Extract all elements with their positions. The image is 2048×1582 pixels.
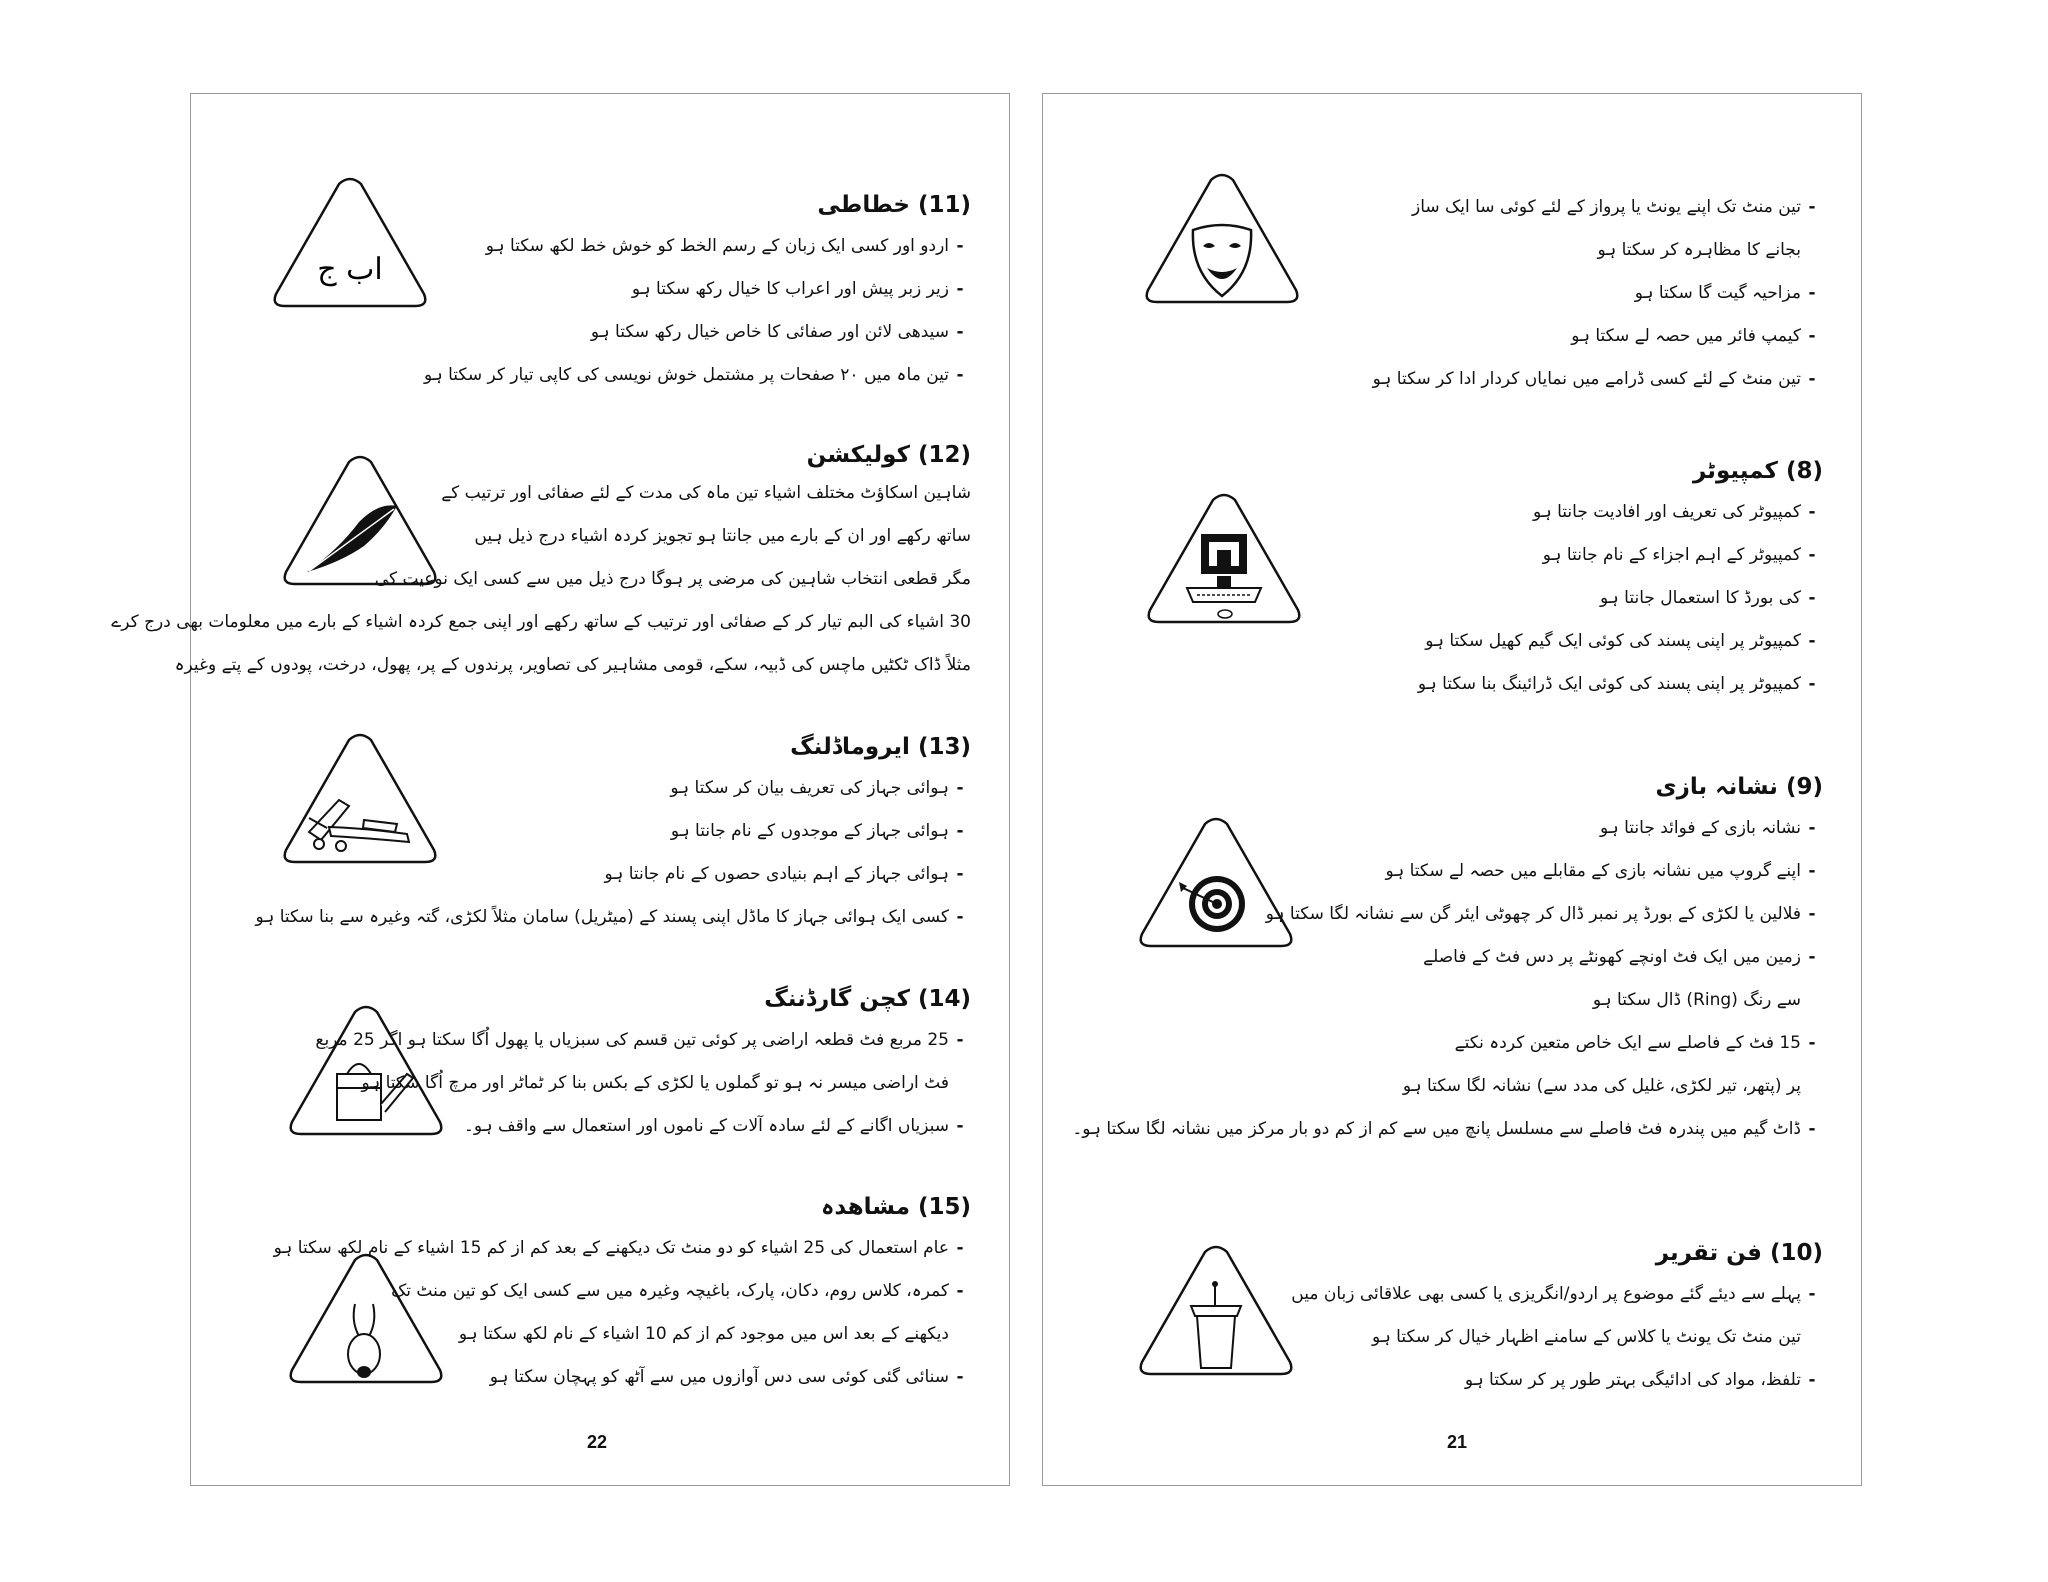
list-item: -تین ماہ میں ۲۰ صفحات پر مشتمل خوش نویسی کی کاپی تیار کر سکتا ہو bbox=[423, 365, 964, 385]
computer-icon bbox=[1143, 492, 1305, 632]
list-item: بجانے کا مظاہرہ کر سکتا ہو bbox=[1597, 240, 1801, 260]
page-22 bbox=[111, 93, 1010, 1486]
list-item: -کمپیوٹر پر اپنی پسند کی کوئی ایک گیم کھیل سکتا ہو bbox=[1425, 631, 1816, 651]
section-title: (12) کولیکشن bbox=[806, 442, 971, 468]
list-item: -25 مربع فٹ قطعہ اراضی پر کوئی تین قسم کی سبزیاں یا پھول اُگا سکتا ہو اگر 25 مربع bbox=[315, 1030, 964, 1050]
bullet-list bbox=[1373, 186, 1823, 401]
list-item: -کسی ایک ہوائی جہاز کا ماڈل اپنی پسند کے (میٹریل) سامان مثلاً لکڑی، گتہ وغیرہ سے بنا سکتا ہو bbox=[255, 907, 964, 927]
list-item: -زیر زبر پیش اور اعراب کا خیال رکھ سکتا ہو bbox=[631, 279, 964, 299]
list-item: -زمین میں ایک فٹ اونچے کھونٹے پر دس فٹ کے فاصلے bbox=[1423, 947, 1816, 967]
list-item: -ہوائی جہاز کے موجدوں کے نام جانتا ہو bbox=[670, 821, 964, 841]
list-item: -کی بورڈ کا استعمال جانتا ہو bbox=[1600, 588, 1816, 608]
list-item: سے رنگ (Ring) ڈال سکتا ہو bbox=[1592, 990, 1801, 1010]
list-item: -سبزیاں اگانے کے لئے سادہ آلات کے ناموں اور استعمال سے واقف ہو۔ bbox=[463, 1116, 964, 1136]
list-item: -ڈاٹ گیم میں پندرہ فٹ فاصلے سے مسلسل پانچ میں سے کم از کم دو بار مرکز میں نشانہ لگا سکتا ہو۔ bbox=[1072, 1119, 1816, 1139]
bullet-list bbox=[315, 1019, 971, 1148]
section-title: (15) مشاھدہ bbox=[820, 1194, 971, 1220]
list-item: -سنائی گئی کوئی سی دس آوازوں میں سے آٹھ کو پہچان سکتا ہو bbox=[489, 1367, 964, 1387]
section-title: (9) نشانہ بازی bbox=[1655, 774, 1823, 800]
list-item: -15 فٹ کے فاصلے سے ایک خاص متعین کردہ نکتے bbox=[1454, 1033, 1816, 1053]
section-title: (13) ایروماڈلنگ bbox=[790, 734, 971, 760]
bullet-list bbox=[1072, 807, 1823, 1151]
list-item: -نشانہ بازی کے فوائد جانتا ہو bbox=[1599, 818, 1816, 838]
section-13-aeromodelling bbox=[211, 734, 971, 934]
list-item: -کمرہ، کلاس روم، دکان، پارک، باغیچہ وغیرہ میں سے کسی ایک کو تین منٹ تک bbox=[391, 1281, 964, 1301]
section-title: (11) خطاطی bbox=[817, 192, 971, 218]
list-item: -کیمپ فائر میں حصہ لے سکتا ہو bbox=[1571, 326, 1816, 346]
section-8-computer bbox=[1403, 458, 1823, 718]
paragraph-line: 30 اشیاء کی البم تیار کر کے صفائی اور ترتیب کے ساتھ رکھے اور اپنی جمع کردہ اشیاء کے بارے میں معلومات بھی درج کرے bbox=[111, 612, 971, 632]
drama-mask-icon bbox=[1141, 172, 1303, 312]
list-item: -کمپیوٹر کی تعریف اور افادیت جانتا ہو bbox=[1532, 502, 1816, 522]
list-item: فٹ اراضی میسر نہ ہو تو گملوں یا لکڑی کے بکس بنا کر ٹماٹر اور مرچ اُگا سکتا ہو bbox=[361, 1073, 949, 1093]
page-21 bbox=[1042, 93, 1862, 1486]
section-title: (8) کمپیوٹر bbox=[1693, 458, 1823, 484]
list-item: -تین منٹ کے لئے کسی ڈرامے میں نمایاں کردار ادا کر سکتا ہو bbox=[1372, 369, 1816, 389]
list-item: پر (پتھر، تیر لکڑی، غلیل کی مدد سے) نشانہ لگا سکتا ہو bbox=[1402, 1076, 1801, 1096]
paragraph-line: مثلاً ڈاک ٹکٹیں ماچس کی ڈبیہ، سکے، قومی مشاہیر کی تصاویر، پرندوں کے پر، پھول، درخت، پودوں کے پتے وغیرہ bbox=[174, 655, 971, 675]
section-7-music-continued bbox=[1363, 186, 1823, 416]
list-item: -فلالین یا لکڑی کے بورڈ پر نمبر ڈال کر چھوٹی ایئر گن سے نشانہ لگا سکتا ہو bbox=[1265, 904, 1816, 924]
section-15-observation bbox=[271, 1194, 971, 1394]
section-10-public-speaking bbox=[1291, 1240, 1823, 1440]
list-item: -ہوائی جہاز کے اہم بنیادی حصوں کے نام جانتا ہو bbox=[604, 864, 964, 884]
list-item: -سیدھی لائن اور صفائی کا خاص خیال رکھ سکتا ہو bbox=[590, 322, 964, 342]
section-title: (10) فن تقریر bbox=[1655, 1240, 1823, 1266]
section-14-kitchen-gardening bbox=[315, 986, 971, 1166]
bullet-list bbox=[1291, 1273, 1823, 1402]
calligraphy-icon-label: اب ج bbox=[317, 252, 383, 287]
list-item: -عام استعمال کی 25 اشیاء کو دو منٹ تک دیکھنے کے بعد کم از کم 15 اشیاء کے نام لکھ سکتا ہو bbox=[273, 1238, 964, 1258]
list-item: -تلفظ، مواد کی ادائیگی بہتر طور پر کر سکتا ہو bbox=[1464, 1370, 1816, 1390]
section-title: (14) کچن گارڈننگ bbox=[764, 986, 971, 1012]
paragraph-line: مگر قطعی انتخاب شاہین کی مرضی پر ہوگا درج ذیل میں سے کسی ایک نوعیت کی bbox=[374, 569, 971, 589]
list-item: -پہلے سے دیئے گئے موضوع پر اردو/انگریزی یا کسی بھی علاقائی زبان میں bbox=[1291, 1284, 1816, 1304]
paragraph-line: ساتھ رکھے اور ان کے بارے میں جانتا ہو تجویز کردہ اشیاء درج ذیل ہیں bbox=[474, 526, 971, 546]
bullet-list bbox=[274, 1227, 971, 1399]
page-number: 22 bbox=[587, 1432, 608, 1452]
list-item: -ہوائی جہاز کی تعریف بیان کر سکتا ہو bbox=[670, 778, 964, 798]
list-item: -اپنے گروپ میں نشانہ بازی کے مقابلے میں حصہ لے سکتا ہو bbox=[1385, 861, 1816, 881]
list-item: -کمپیوٹر کے اہم اجزاء کے نام جانتا ہو bbox=[1542, 545, 1816, 565]
list-item: -اردو اور کسی ایک زبان کے رسم الخط کو خوش خط لکھ سکتا ہو bbox=[485, 236, 964, 256]
paragraph-line: شاہین اسکاؤٹ مختلف اشیاء تین ماہ کی مدت کے لئے صفائی اور ترتیب کے bbox=[441, 483, 971, 503]
section-9-shooting bbox=[1072, 774, 1823, 1194]
paragraph bbox=[111, 472, 971, 687]
list-item: -مزاحیہ گیت گا سکتا ہو bbox=[1634, 283, 1816, 303]
bullet-list bbox=[256, 767, 971, 939]
bullet-list bbox=[1418, 491, 1823, 706]
section-12-collection bbox=[111, 442, 971, 722]
list-item: دیکھنے کے بعد اس میں موجود کم از کم 10 اشیاء کے نام لکھ سکتا ہو bbox=[458, 1324, 949, 1344]
podium-icon bbox=[1135, 1244, 1297, 1384]
section-11-calligraphy bbox=[371, 192, 971, 392]
bullet-list bbox=[424, 225, 971, 397]
list-item: -کمپیوٹر پر اپنی پسند کی کوئی ایک ڈرائینگ بنا سکتا ہو bbox=[1417, 674, 1816, 694]
page-number: 21 bbox=[1447, 1432, 1468, 1452]
list-item: تین منٹ تک یونٹ یا کلاس کے سامنے اظہار خیال کر سکتا ہو bbox=[1372, 1327, 1801, 1347]
list-item: -تین منٹ تک اپنے یونٹ یا پرواز کے لئے کوئی سا ایک ساز bbox=[1412, 197, 1816, 217]
